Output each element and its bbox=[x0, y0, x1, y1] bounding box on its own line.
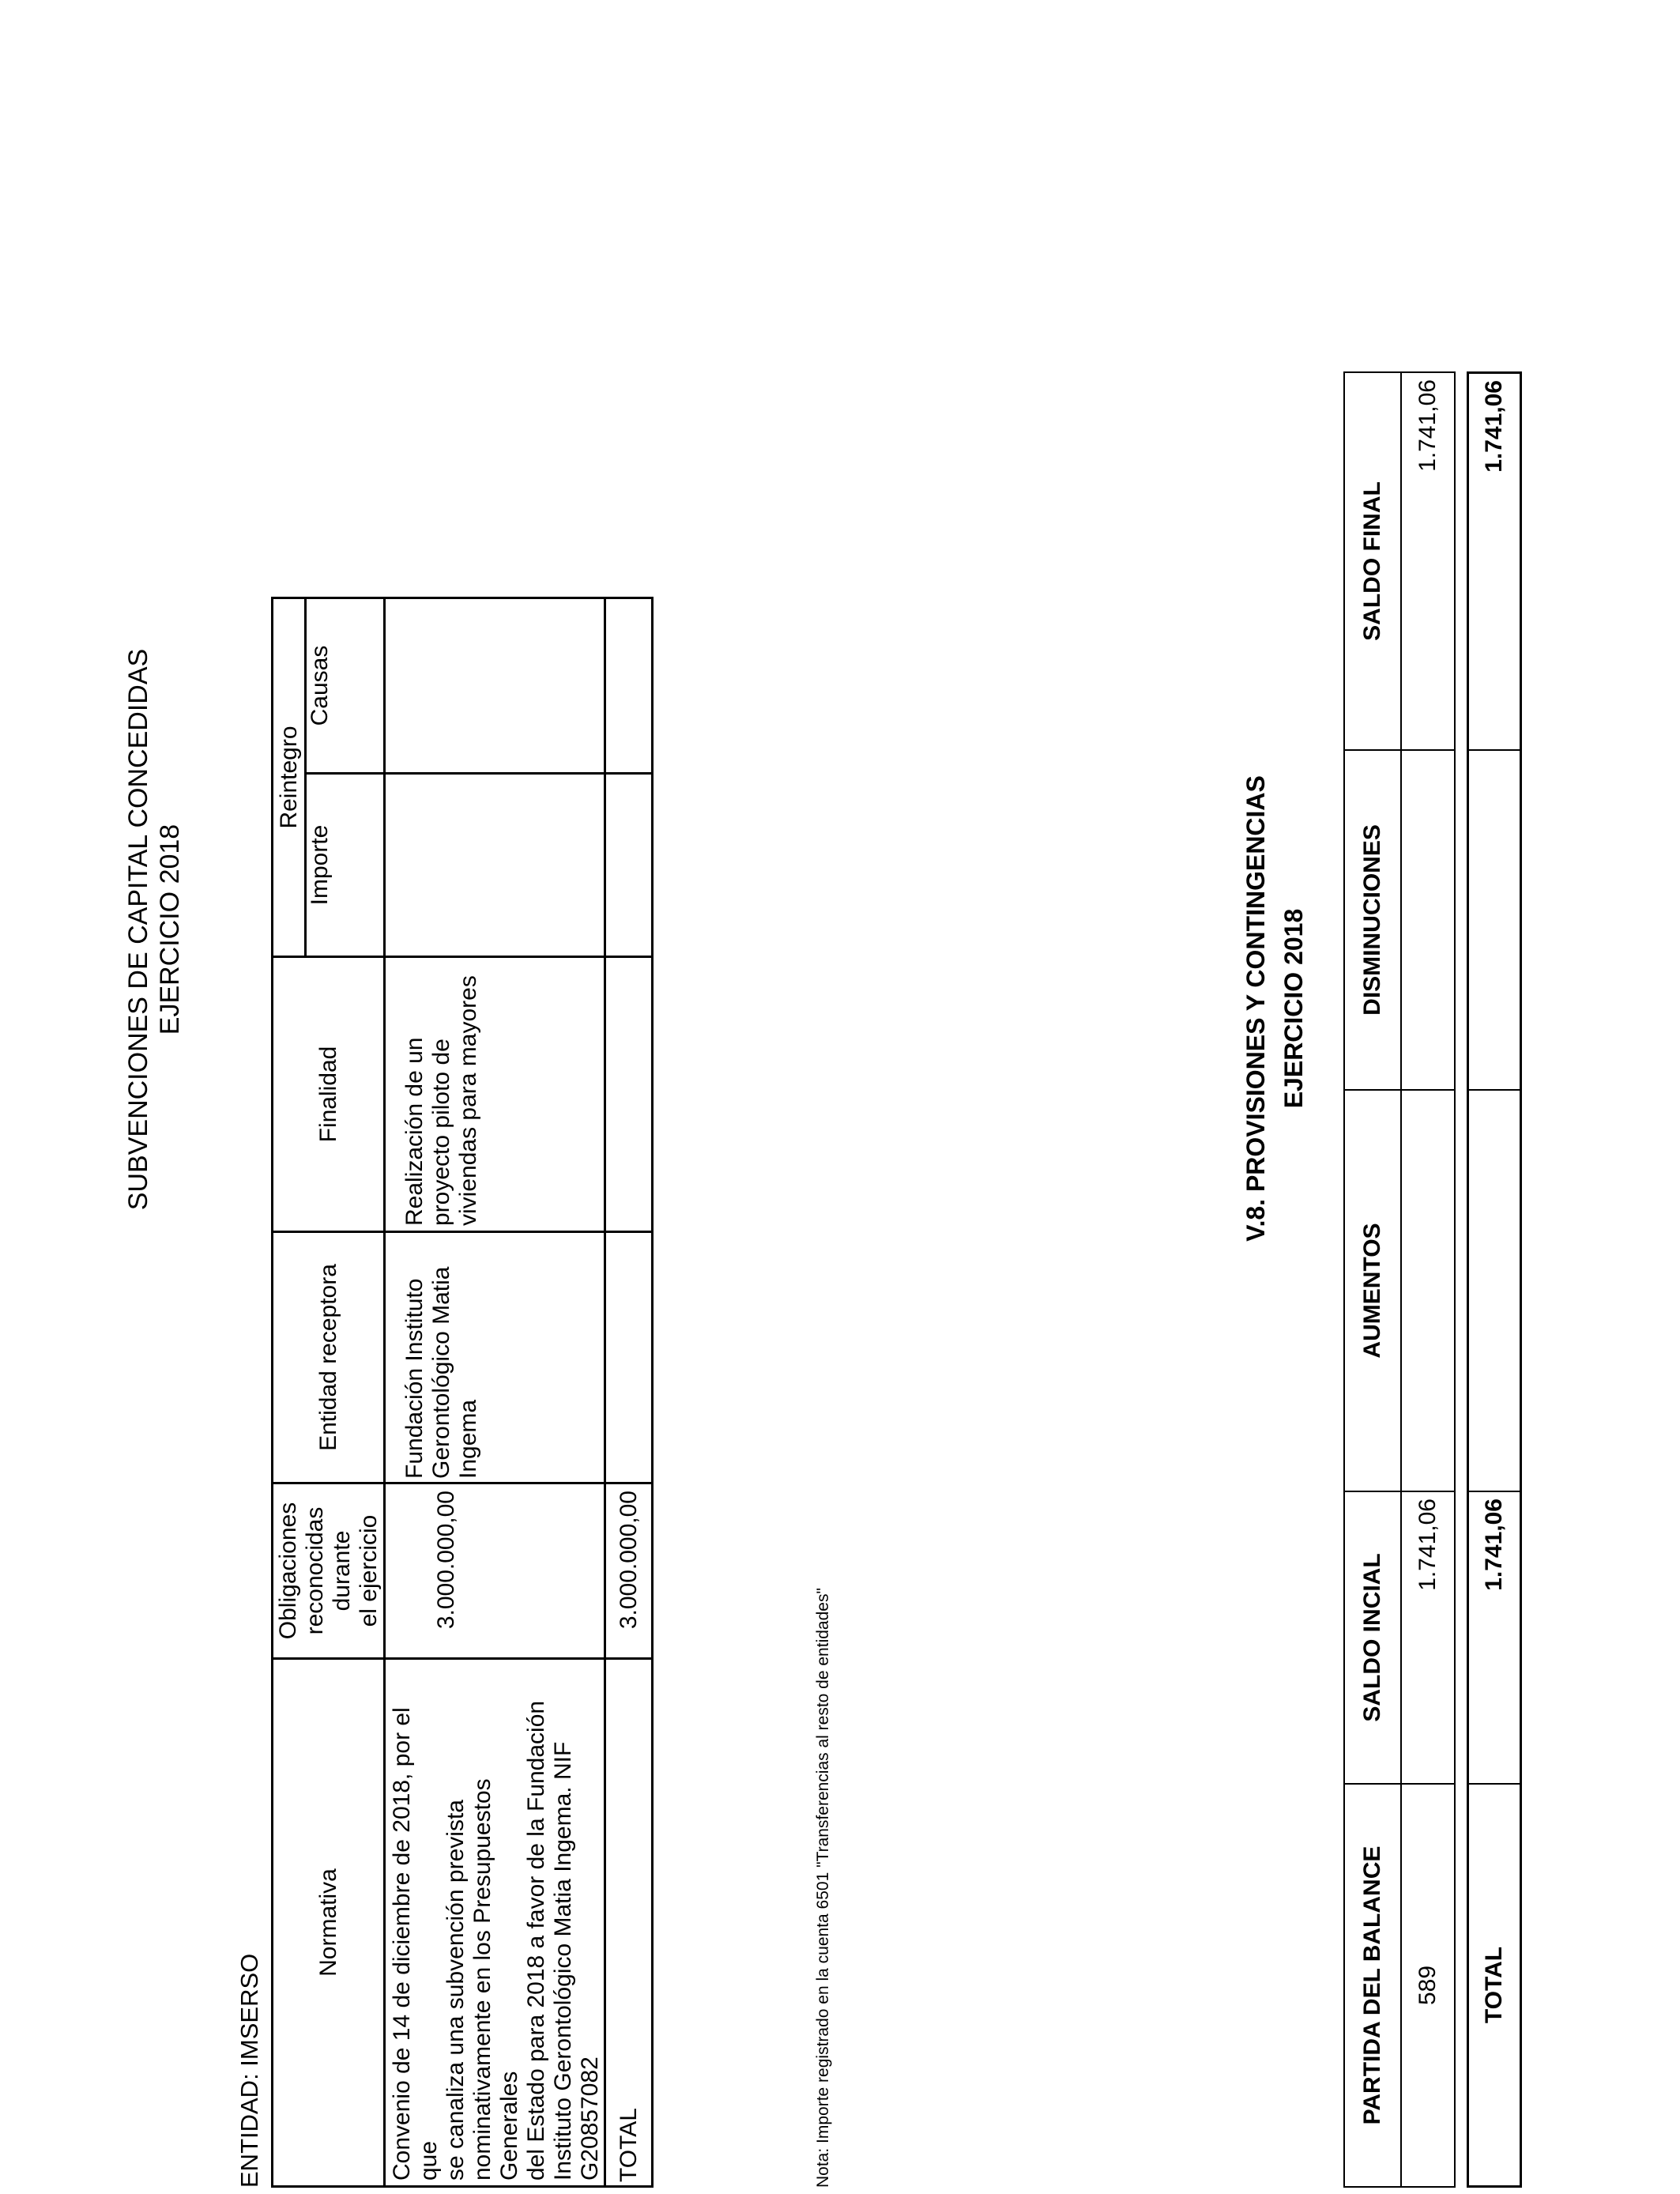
subvenciones-row bbox=[385, 598, 605, 2187]
total-entidad-empty bbox=[605, 1232, 653, 1483]
subvenciones-title-line2: EJERCICIO 2018 bbox=[155, 824, 185, 1035]
hdr-disminuciones: DISMINUCIONES bbox=[1343, 751, 1400, 1091]
nota: Nota: Importe registrado en la cuenta 6501 "Transferencias al resto de entidades" bbox=[814, 1588, 832, 2188]
cell-normativa bbox=[385, 1659, 605, 2187]
subvenciones-table bbox=[271, 597, 654, 2188]
total-partida: TOTAL bbox=[1467, 1785, 1522, 2188]
total-obligaciones: 3.000.000,00 bbox=[605, 1483, 653, 1659]
provisiones-table bbox=[1343, 371, 1522, 2188]
hdr-saldo-inicial: SALDO INCIAL bbox=[1343, 1492, 1400, 1785]
entidad-line3: Ingema bbox=[455, 1399, 481, 1479]
subvenciones-title-line1: SUBVENCIONES DE CAPITAL CONCEDIDAS bbox=[123, 648, 153, 1211]
entidad-label: ENTIDAD: IMSERSO bbox=[235, 1953, 263, 2188]
total-label: TOTAL bbox=[605, 1659, 653, 2187]
total-importe-empty bbox=[605, 774, 653, 957]
col-importe: Importe bbox=[306, 774, 385, 957]
hdr-aumentos: AUMENTOS bbox=[1343, 1091, 1400, 1492]
cell-saldo-final: 1.741,06 bbox=[1400, 371, 1456, 751]
cell-finalidad bbox=[385, 957, 605, 1232]
col-entidad-receptora: Entidad receptora bbox=[273, 1232, 385, 1483]
hdr-saldo-final: SALDO FINAL bbox=[1343, 371, 1400, 751]
provisiones-title bbox=[1237, 613, 1313, 1404]
total-causas-empty bbox=[605, 598, 653, 774]
col-causas: Causas bbox=[306, 598, 385, 774]
normativa-line1: Convenio de 14 de diciembre de 2018, por el que bbox=[389, 1707, 442, 2181]
cell-disminuciones bbox=[1400, 751, 1456, 1091]
hdr-partida: PARTIDA DEL BALANCE bbox=[1343, 1785, 1400, 2188]
entidad-line2: Gerontológico Matia bbox=[428, 1266, 454, 1479]
total-aumentos bbox=[1467, 1091, 1522, 1492]
provisiones-total-row bbox=[1467, 371, 1522, 2188]
normativa-line6: G20857082 bbox=[577, 2056, 603, 2181]
cell-obligaciones: 3.000.000,00 bbox=[385, 1483, 605, 1659]
subvenciones-title bbox=[122, 534, 186, 1325]
normativa-line2: se canaliza una subvención prevista bbox=[443, 1800, 469, 2181]
cell-entidad-receptora bbox=[385, 1232, 605, 1483]
finalidad-line3: viviendas para mayores bbox=[455, 975, 481, 1226]
col-reintegro: Reintegro bbox=[273, 598, 306, 957]
total-saldo-final: 1.741,06 bbox=[1467, 371, 1522, 751]
finalidad-line1: Realización de un bbox=[401, 1037, 428, 1226]
provisiones-title-line2: EJERCICIO 2018 bbox=[1279, 908, 1308, 1109]
col-obligaciones-l1: Obligaciones bbox=[274, 1502, 301, 1640]
provisiones-row bbox=[1400, 371, 1456, 2188]
finalidad-line2: proyecto piloto de bbox=[428, 1039, 454, 1226]
provisiones-header-row bbox=[1343, 371, 1400, 2188]
total-disminuciones bbox=[1467, 751, 1522, 1091]
normativa-line3: nominativamente en los Presupuestos Generales bbox=[469, 1778, 522, 2181]
cell-saldo-inicial: 1.741,06 bbox=[1400, 1492, 1456, 1785]
col-obligaciones-l4: el ejercicio bbox=[355, 1514, 382, 1627]
provisiones-gap bbox=[1456, 371, 1467, 2188]
total-saldo-inicial: 1.741,06 bbox=[1467, 1492, 1522, 1785]
cell-partida: 589 bbox=[1400, 1785, 1456, 2188]
col-obligaciones-l2: reconocidas bbox=[301, 1506, 328, 1635]
cell-causas bbox=[385, 598, 605, 774]
col-normativa: Normativa bbox=[273, 1659, 385, 2187]
col-obligaciones-l3: durante bbox=[328, 1530, 355, 1612]
normativa-line4: del Estado para 2018 a favor de la Fundación bbox=[523, 1700, 549, 2181]
provisiones-title-line1: V.8. PROVISIONES Y CONTINGENCIAS bbox=[1241, 775, 1270, 1242]
entidad-line1: Fundación Instituto bbox=[401, 1278, 428, 1479]
col-obligaciones bbox=[273, 1483, 385, 1659]
cell-aumentos bbox=[1400, 1091, 1456, 1492]
normativa-line5: Instituto Gerontológico Matia Ingema. NIF bbox=[550, 1741, 576, 2181]
subvenciones-total-row bbox=[605, 598, 653, 2187]
col-finalidad: Finalidad bbox=[273, 957, 385, 1232]
total-finalidad-empty bbox=[605, 957, 653, 1232]
cell-importe bbox=[385, 774, 605, 957]
